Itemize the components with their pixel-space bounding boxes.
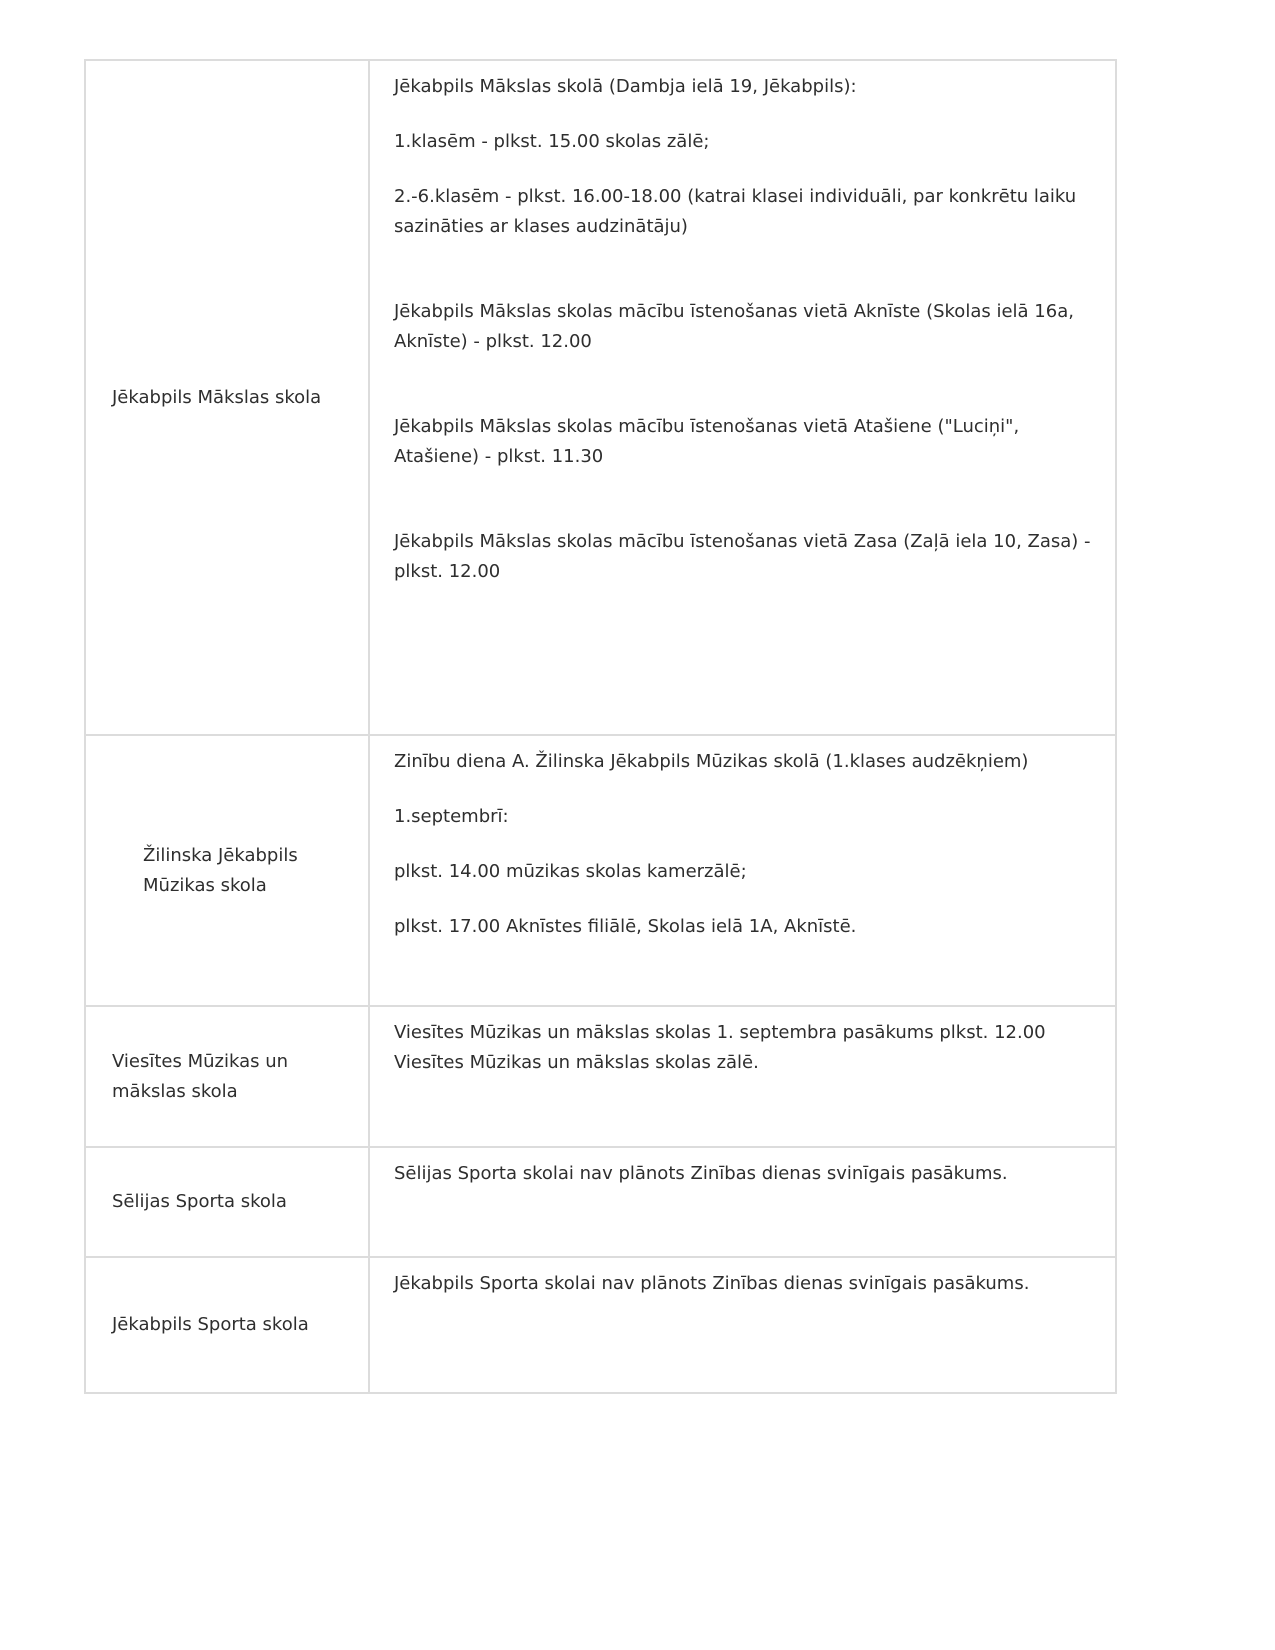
school-name: Jēkabpils Mākslas skola xyxy=(112,386,322,408)
school-cell xyxy=(85,60,369,735)
detail-paragraph: 1.klasēm - plkst. 15.00 skolas zālē; xyxy=(394,131,710,152)
detail-paragraph: plkst. 17.00 Aknīstes filiālē, Skolas ielā 1A, Aknīstē. xyxy=(394,916,857,937)
detail-paragraph: plkst. 14.00 mūzikas skolas kamerzālē; xyxy=(394,861,747,882)
detail-paragraph: 1.septembrī: xyxy=(394,806,509,827)
detail-paragraph: Sēlijas Sporta skolai nav plānots Zinības dienas svinīgais pasākums. xyxy=(394,1163,1008,1184)
table-row xyxy=(85,1147,1116,1257)
detail-paragraph: Jēkabpils Mākslas skolas mācību īstenošanas vietā Zasa (Zaļā iela 10, Zasa) - plkst. 12.00 xyxy=(394,531,1091,582)
school-name: Viesītes Mūzikas un mākslas skola xyxy=(112,1050,289,1102)
detail-paragraph: Jēkabpils Mākslas skolā (Dambja ielā 19, Jēkabpils): xyxy=(394,76,857,97)
table-row xyxy=(85,1257,1116,1393)
detail-paragraph: Jēkabpils Mākslas skolas mācību īstenošanas vietā Aknīste (Skolas ielā 16a, Aknīste) - plkst. 12.00 xyxy=(394,301,1074,352)
school-name: Žilinska Jēkabpils Mūzikas skola xyxy=(143,844,298,896)
school-cell xyxy=(85,1257,369,1393)
details-cell xyxy=(369,1257,1116,1393)
school-name: Jēkabpils Sporta skola xyxy=(112,1314,309,1335)
school-cell xyxy=(85,735,369,1006)
school-cell xyxy=(85,1147,369,1257)
events-table xyxy=(84,59,1117,1394)
detail-paragraph: Viesītes Mūzikas un mākslas skolas 1. septembra pasākums plkst. 12.00 Viesītes Mūzikas un mākslas skolas zālē. xyxy=(394,1022,1046,1073)
details-cell xyxy=(369,60,1116,735)
table-row xyxy=(85,60,1116,735)
school-name: Sēlijas Sporta skola xyxy=(112,1191,287,1212)
detail-paragraph: Jēkabpils Mākslas skolas mācību īstenošanas vietā Atašiene ("Luciņi", Atašiene) - plkst. 11.30 xyxy=(394,416,1020,467)
detail-paragraph: Zinību diena A. Žilinska Jēkabpils Mūzikas skolā (1.klases audzēkņiem) xyxy=(394,751,1029,772)
table-row xyxy=(85,735,1116,1006)
details-cell xyxy=(369,1147,1116,1257)
details-cell xyxy=(369,1006,1116,1147)
details-cell xyxy=(369,735,1116,1006)
detail-paragraph: Jēkabpils Sporta skolai nav plānots Zinības dienas svinīgais pasākums. xyxy=(394,1273,1030,1294)
table-row xyxy=(85,1006,1116,1147)
school-cell xyxy=(85,1006,369,1147)
detail-paragraph: 2.-6.klasēm - plkst. 16.00-18.00 (katrai klasei individuāli, par konkrētu laiku sazināties ar klases audzinātāju) xyxy=(394,186,1077,237)
